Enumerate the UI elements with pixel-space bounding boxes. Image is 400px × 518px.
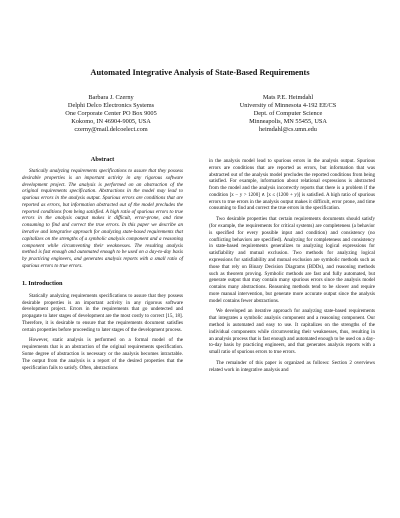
author-name: Barbara J. Czerny xyxy=(88,94,134,101)
author-block-1 xyxy=(22,94,200,134)
author-city: Minneapolis, MN 55455, USA xyxy=(249,118,327,126)
author-department: Dept. of Computer Science xyxy=(253,110,323,118)
author-email: heimdahl@cs.umn.edu xyxy=(259,126,317,134)
body-paragraph: in the analysis model lead to spurious errors in the analysis output. Spurious errors are conditions that are reported as errors, but information that was abstracted out of the analysis model precludes the reported conditions from being satisfied. For example, information about relational expressions is abstracted from the model and the analysis incorrectly reports that there is a problem if the condition [x − y > 1200] ∧ [x ≤ (1200 + y)] is satisfied. A high ratio of spurious errors to true errors in the analysis output makes it difficult, error prone, and time consuming to find and correct the true errors in the specification. xyxy=(209,158,375,212)
author-block-2 xyxy=(200,94,376,134)
paper-title: Automated Integrative Analysis of State-Based Requirements xyxy=(90,68,310,77)
section-heading-introduction: 1. Introduction xyxy=(22,279,63,287)
body-paragraph: However, static analysis is performed on a formal model of the requirements that is an abstraction of the original requirements specification. Some degree of abstraction is necessary or the analysis becomes intractable. The output from the analysis is a report of the desired properties that the specification fails to satisfy. Often, abstractions xyxy=(22,337,183,371)
author-city: Kokomo, IN 46904-9005, USA xyxy=(71,118,151,126)
author-email: czerny@mail.delcoelect.com xyxy=(74,126,148,134)
left-column xyxy=(22,156,183,375)
body-paragraph: We developed an iterative approach for analyzing state-based requirements that integrates a symbolic analysis component and a reasoning component. Our method is automated and easy to use. It capitalizes on the strengths of the individual components while circumventing their weaknesses, thus, resulting in an analysis process that is fast enough and automated enough to be used on a day-to-day basis by practicing engineers, and that generates analysis reports with a small ratio of spurious errors to true errors. xyxy=(209,308,375,356)
author-affiliation: University of Minnesota 4-192 EE/CS xyxy=(239,102,337,110)
body-paragraph: The remainder of this paper is organized as follows: Section 2 overviews related work in integrative analysis and xyxy=(209,359,375,373)
author-name: Mats P.E. Heimdahl xyxy=(262,94,314,101)
abstract-text: Statically analyzing requirements specifications to assure that they possess desirable properties is an important activity in any rigorous software development project. The analysis is performed on an abstraction of the original requirements specification. Abstractions in the model may lead to spurious errors in the analysis output. Spurious errors are conditions that are reported as errors, but information abstracted out of the model precludes the reported conditions from being satisfied. A high ratio of spurious errors to true errors in the analysis output makes it difficult, error-prone, and time consuming to find and correct the true errors. In this paper we describe an iterative and integrative approach for analyzing state-based requirements that capitalizes on the strengths of a symbolic analysis component and a reasoning component while circumventing their weaknesses. The resulting analysis method is fast enough and automated enough to be used on a day-to-day basis by practicing engineers, and generates analysis reports with a small ratio of spurious errors to true errors. xyxy=(22,168,183,269)
body-paragraph: Statically analyzing requirements specifications to assure that they possess desirable properties is an important activity in any rigorous software development project. Errors in the requirements that go undetected and propagate to later stages of development are the most costly to correct [15, 18]. Therefore, it is desirable to ensure that the requirements document satisfies certain properties before proceeding to later stages of the development process. xyxy=(22,292,183,333)
author-affiliation: Delphi Delco Electronics Systems xyxy=(67,102,155,110)
right-column xyxy=(209,158,375,377)
author-address: One Corporate Center PO Box 9005 xyxy=(65,110,157,118)
abstract-heading: Abstract xyxy=(90,156,115,163)
body-paragraph: Two desirable properties that certain requirements documents should satisfy (for example, the requirements for critical systems) are completeness (a behavior is specified for every possible input and condition) and consistency (no conflicting behaviors are specified). Analyzing for completeness and consistency in state-based requirements generalizes to analyzing logical expressions for satisfiability and mutual exclusion. Two methods for analyzing logical expressions for satisfiability and mutual exclusion are symbolic methods such as those that rely on Binary Decision Diagrams (BDDs), and reasoning methods such as theorem proving. Symbolic methods are fast and fully automated, but generate output that may contain many spurious errors since the analysis model contains many abstractions. Reasoning methods tend to be slower and require more manual intervention, but generate more accurate output since the analysis model contains fewer abstractions. xyxy=(209,216,375,304)
